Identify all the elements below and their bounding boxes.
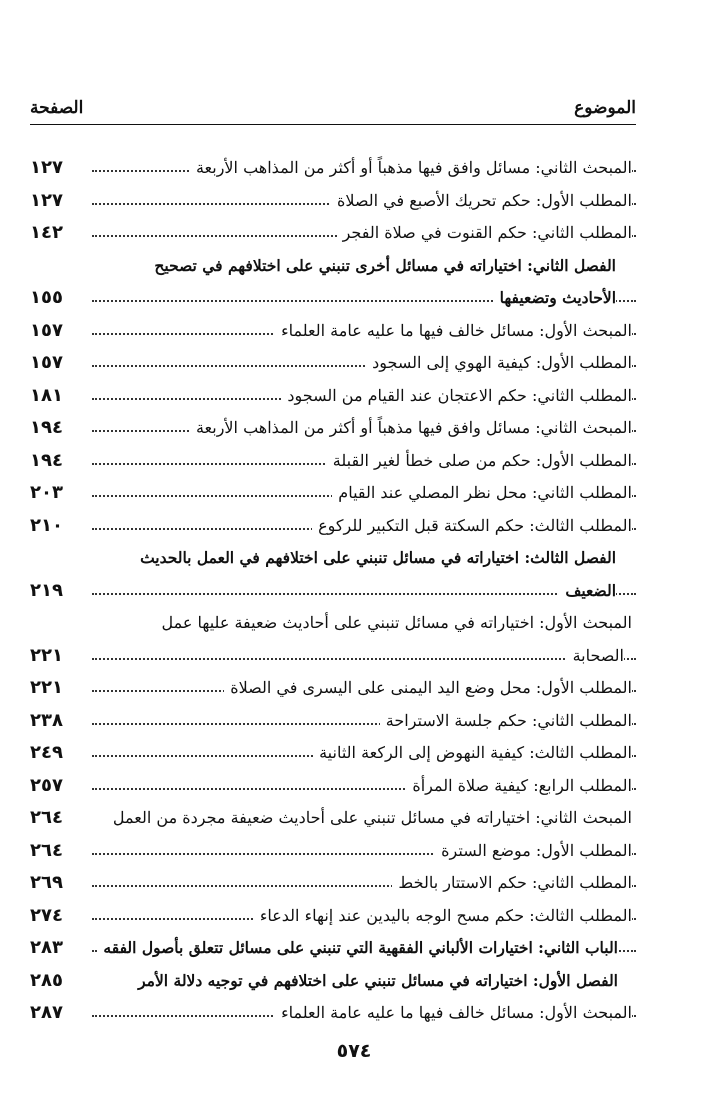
toc-page-number: ١٨١ bbox=[30, 384, 63, 406]
toc-entry-title: المطلب الأول: حكم تحريك الأصبع في الصلاة bbox=[331, 191, 632, 210]
page-number: ٥٧٤ bbox=[336, 1040, 372, 1062]
toc-entry-title: المطلب الثاني: محل نظر المصلي عند القيام bbox=[332, 483, 632, 502]
toc-entry-title: المطلب الرابع: كيفية صلاة المرأة bbox=[406, 776, 632, 795]
toc-entry bbox=[30, 477, 636, 510]
toc-entry bbox=[30, 835, 636, 868]
toc-entry bbox=[30, 867, 636, 900]
toc-page-number: ٢٨٥ bbox=[30, 969, 63, 991]
toc-entry-title: الفصل الأول: اختياراته في مسائل تنبني على اختلافهم في توجيه دلالة الأمر bbox=[132, 971, 618, 990]
toc-entry-text-wrap bbox=[86, 705, 632, 738]
toc-entry-text-wrap bbox=[86, 510, 632, 543]
toc-entry-title: المطلب الأول: موضع السترة bbox=[435, 841, 632, 860]
toc-entry-text-wrap bbox=[86, 770, 632, 803]
toc-entry-text-wrap bbox=[86, 347, 632, 380]
table-of-contents bbox=[30, 152, 636, 1030]
toc-page-number: ٢٤٩ bbox=[30, 742, 63, 763]
toc-entry-text-wrap bbox=[86, 737, 632, 770]
toc-entry bbox=[30, 672, 636, 705]
toc-entry-title: المطلب الثاني: حكم الاعتجان عند القيام من السجود bbox=[281, 386, 632, 405]
toc-entry-text-wrap bbox=[86, 315, 632, 348]
toc-entry bbox=[30, 965, 636, 998]
toc-entry-text-wrap bbox=[86, 867, 632, 900]
toc-page-number: ٢٢١ bbox=[30, 677, 63, 698]
toc-entry bbox=[30, 380, 636, 413]
toc-page-number: ٢٣٨ bbox=[30, 709, 63, 731]
toc-entry-title: الأحاديث وتضعيفها bbox=[494, 288, 616, 307]
toc-entry bbox=[30, 607, 636, 640]
toc-entry-title: المبحث الثاني: مسائل وافق فيها مذهباً أو أكثر من المذاهب الأربعة bbox=[190, 418, 632, 437]
toc-entry-text-wrap bbox=[86, 802, 632, 835]
toc-entry bbox=[30, 347, 636, 380]
toc-entry-title: الفصل الثاني: اختياراته في مسائل أخرى تنبني على اختلافهم في تصحيح bbox=[148, 256, 616, 275]
toc-entry-title: الصحابة bbox=[567, 646, 624, 665]
toc-page-number: ٢٨٣ bbox=[30, 937, 63, 958]
toc-entry-title: الفصل الثالث: اختياراته في مسائل تنبني على اختلافهم في العمل بالحديث bbox=[134, 548, 616, 567]
toc-entry bbox=[30, 250, 636, 283]
toc-entry-title: المطلب الأول: كيفية الهوي إلى السجود bbox=[366, 353, 632, 372]
toc-entry-text-wrap bbox=[86, 250, 616, 283]
toc-entry bbox=[30, 152, 636, 185]
page-column-heading: الصفحة bbox=[30, 98, 84, 118]
toc-entry-text-wrap bbox=[86, 607, 632, 640]
toc-entry-title: المبحث الثاني: مسائل وافق فيها مذهباً أو أكثر من المذاهب الأربعة bbox=[190, 158, 632, 177]
toc-entry-title: المبحث الأول: مسائل خالف فيها ما عليه عامة العلماء bbox=[275, 321, 632, 340]
toc-entry-text-wrap bbox=[86, 575, 616, 608]
toc-entry-title: الضعيف bbox=[559, 581, 616, 600]
toc-page-number: ١٩٤ bbox=[30, 417, 63, 438]
toc-entry-text-wrap bbox=[86, 835, 632, 868]
toc-entry bbox=[30, 412, 636, 445]
toc-entry bbox=[30, 542, 636, 575]
toc-entry bbox=[30, 185, 636, 218]
toc-entry-text-wrap bbox=[86, 445, 632, 478]
toc-page-number: ١٤٢ bbox=[30, 222, 63, 243]
toc-entry-title: المبحث الأول: مسائل خالف فيها ما عليه عامة العلماء bbox=[275, 1003, 632, 1022]
toc-page-number: ١٥٧ bbox=[30, 319, 63, 341]
toc-entry-text-wrap bbox=[86, 412, 632, 445]
toc-entry-text-wrap bbox=[86, 185, 632, 218]
toc-page-number: ٢٨٧ bbox=[30, 1002, 63, 1023]
toc-entry-text-wrap bbox=[86, 900, 632, 933]
topic-column-heading: الموضوع bbox=[574, 98, 636, 118]
toc-entry bbox=[30, 802, 636, 835]
toc-entry-title: المطلب الأول: حكم من صلى خطأ لغير القبلة bbox=[327, 451, 632, 470]
toc-entry-text-wrap bbox=[86, 932, 618, 965]
toc-page-number: ٢٦٤ bbox=[30, 807, 63, 828]
toc-page-number: ٢١٠ bbox=[30, 514, 63, 536]
toc-entry bbox=[30, 575, 636, 608]
toc-page-number: ٢٥٧ bbox=[30, 774, 63, 796]
toc-entry-title: المطلب الثاني: حكم جلسة الاستراحة bbox=[380, 711, 632, 730]
toc-entry bbox=[30, 315, 636, 348]
toc-entry-text-wrap bbox=[86, 477, 632, 510]
toc-entry-text-wrap bbox=[86, 640, 624, 673]
toc-entry bbox=[30, 282, 636, 315]
toc-entry-text-wrap bbox=[86, 282, 616, 315]
toc-page-number: ٢٧٤ bbox=[30, 904, 63, 926]
toc-page-number: ٢٦٤ bbox=[30, 839, 63, 861]
toc-page-number: ١٥٥ bbox=[30, 287, 63, 308]
toc-page-number: ١٢٧ bbox=[30, 189, 63, 211]
toc-page-number: ٢٦٩ bbox=[30, 872, 63, 893]
toc-entry-title: المطلب الأول: محل وضع اليد اليمنى على اليسرى في الصلاة bbox=[224, 678, 632, 697]
toc-entry bbox=[30, 997, 636, 1030]
toc-entry bbox=[30, 217, 636, 250]
toc-entry-text-wrap bbox=[86, 217, 632, 250]
toc-entry bbox=[30, 640, 636, 673]
toc-entry-title: المبحث الأول: اختياراته في مسائل تنبني على أحاديث ضعيفة عليها عمل bbox=[155, 613, 632, 632]
toc-entry bbox=[30, 445, 636, 478]
toc-page-number: ١٥٧ bbox=[30, 352, 63, 373]
toc-entry-text-wrap bbox=[86, 997, 632, 1030]
toc-entry-title: المبحث الثاني: اختياراته في مسائل تنبني على أحاديث ضعيفة مجردة من العمل bbox=[107, 808, 632, 827]
toc-entry-title: المطلب الثالث: حكم مسح الوجه باليدين عند إنهاء الدعاء bbox=[254, 906, 632, 925]
toc-entry bbox=[30, 900, 636, 933]
toc-entry bbox=[30, 510, 636, 543]
toc-entry-text-wrap bbox=[86, 152, 632, 185]
toc-entry bbox=[30, 705, 636, 738]
toc-entry bbox=[30, 737, 636, 770]
toc-page-number: ١٢٧ bbox=[30, 157, 63, 178]
toc-page-number: ١٩٤ bbox=[30, 449, 63, 471]
toc-entry-title: المطلب الثالث: كيفية النهوض إلى الركعة الثانية bbox=[313, 743, 632, 762]
toc-entry-title: الباب الثاني: اختيارات الألباني الفقهية التي تنبني على مسائل تتعلق بأصول الفقه bbox=[97, 938, 618, 957]
toc-page-number: ٢٢١ bbox=[30, 644, 63, 666]
toc-entry bbox=[30, 932, 636, 965]
toc-entry bbox=[30, 770, 636, 803]
toc-entry-title: المطلب الثاني: حكم القنوت في صلاة الفجر bbox=[337, 223, 632, 242]
toc-page-number: ٢٠٣ bbox=[30, 482, 63, 503]
toc-entry-text-wrap bbox=[86, 965, 618, 998]
toc-entry-title: المطلب الثالث: حكم السكتة قبل التكبير للركوع bbox=[312, 516, 632, 535]
table-header bbox=[30, 96, 636, 125]
toc-entry-text-wrap bbox=[86, 380, 632, 413]
toc-entry-title: المطلب الثاني: حكم الاستتار بالخط bbox=[392, 873, 632, 892]
toc-entry-text-wrap bbox=[86, 672, 632, 705]
toc-page-number: ٢١٩ bbox=[30, 579, 63, 601]
toc-entry-text-wrap bbox=[86, 542, 616, 575]
